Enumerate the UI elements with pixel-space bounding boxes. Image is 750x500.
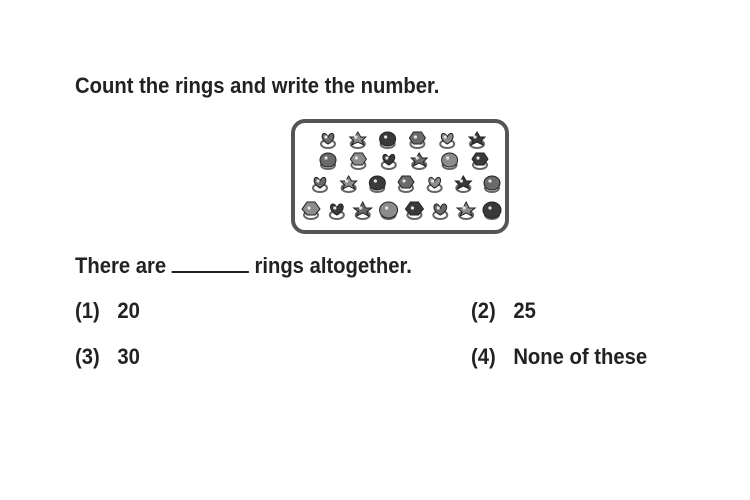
ring-icon [440,133,454,148]
option-1-text: 20 [117,298,140,323]
ring-icon [405,202,423,219]
option-3[interactable] [75,344,140,370]
question-title: Count the rings and write the number. [75,73,440,98]
ring-icon [484,176,500,192]
ring-icon [321,133,335,148]
ring-icon [411,153,427,169]
option-2[interactable] [471,298,536,324]
ring-icon [409,132,425,148]
option-2-number: (2) [471,298,496,323]
answer-blank[interactable] [172,253,249,273]
ring-icon [313,177,327,192]
ring-icon [369,176,385,192]
ring-icon [433,204,447,219]
ring-icon [428,177,442,192]
ring-icon [382,154,396,169]
option-4-number: (4) [471,344,496,369]
question-statement [75,253,412,279]
ring-icon [320,153,336,169]
ring-icon [380,132,396,148]
option-1[interactable] [75,298,140,324]
ring-icon [302,202,320,219]
option-3-text: 30 [117,344,140,369]
ring-icon [350,153,366,169]
statement-start: There are [75,253,167,278]
ring-icon [469,132,485,148]
option-3-number: (3) [75,344,100,369]
statement-end: rings altogether. [254,253,412,278]
rings-illustration [295,123,505,230]
option-2-text: 25 [513,298,536,323]
ring-icon [380,202,398,219]
ring-icon [330,204,344,219]
option-4[interactable] [471,344,647,370]
ring-icon [341,176,357,192]
ring-icon [354,202,372,219]
rings-image-frame [291,119,509,234]
ring-icon [472,153,488,169]
option-1-number: (1) [75,298,100,323]
ring-icon [483,202,501,219]
ring-icon [442,153,458,169]
ring-icon [457,202,475,219]
option-4-text: None of these [513,344,648,369]
ring-icon [350,132,366,148]
ring-icon [398,176,414,192]
ring-icon [455,176,471,192]
